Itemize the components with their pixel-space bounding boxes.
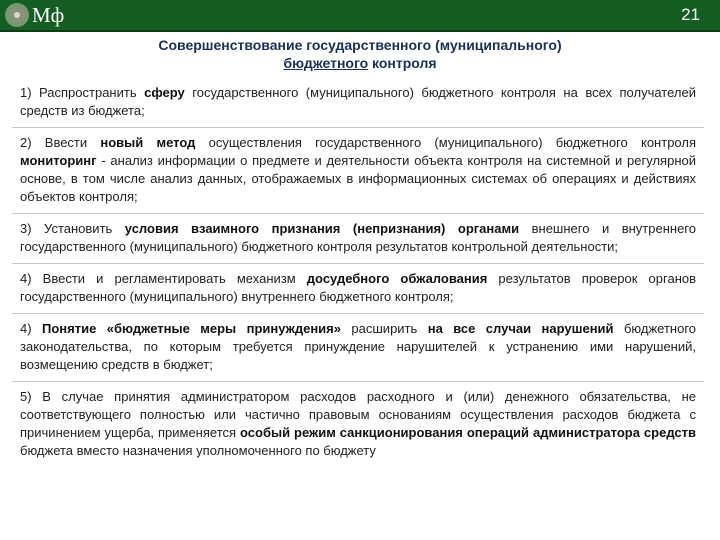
- list-item: [12, 263, 704, 313]
- proposal-list: [12, 80, 704, 467]
- item-text: - анализ информации о предмете и деятельности объекта контроля на системной и регулярной основе, в том числе анализ данных, отображаемых в информационных системах об операциях и действиях объектов контроля;: [20, 153, 696, 204]
- title-line-1: Совершенствование государственного (муниципального): [158, 37, 562, 53]
- item-bold-text: новый метод: [100, 135, 196, 150]
- item-text: бюджетного законодательства, по которым требуется принуждение нарушителей к устранению ими нарушений, возмещению средств в бюджет;: [20, 321, 697, 372]
- item-bold-text: на все случаи нарушений: [427, 321, 614, 336]
- item-bold-text: особый режим санкционирования операций администратора средств: [240, 425, 696, 440]
- item-bold-text: условия взаимного признания (непризнания) органами: [124, 221, 520, 236]
- item-bold-text: сферу: [144, 85, 185, 100]
- list-item: [12, 381, 704, 467]
- item-text: осуществления государственного (муниципального) бюджетного контроля: [195, 135, 696, 150]
- page-number: 21: [681, 5, 700, 24]
- list-item: [12, 213, 704, 263]
- item-text: внешнего и внутреннего государственного (муниципального) бюджетного контроля результатов контрольной деятельности;: [20, 221, 696, 254]
- item-text: государственного (муниципального) бюджетного контроля на всех получателей средств из бюджета;: [20, 85, 696, 118]
- item-bold-text: мониторинг: [20, 153, 97, 168]
- item-text: 4) Ввести и регламентировать механизм: [20, 271, 307, 286]
- list-item: [12, 313, 704, 381]
- title-rest: контроля: [368, 55, 437, 71]
- item-text: расширить: [340, 321, 428, 336]
- item-bold-text: досудебного обжалования: [306, 271, 488, 286]
- item-bold-text: Понятие «бюджетные меры принуждения»: [42, 321, 341, 336]
- list-item: [12, 80, 704, 127]
- page-title: [60, 36, 660, 72]
- coat-of-arms-icon: [4, 2, 30, 28]
- item-text: 5) В случае принятия администратором расходов расходного и (или) денежного обязательства, не соответствующего полностью или частично правовым основаниям осуществления расходов бюджета с причинением ущерба, применяется: [20, 389, 696, 440]
- item-text: 3) Установить: [20, 221, 125, 236]
- item-text: результатов проверок органов государственного (муниципального) внутреннего бюджетного контроля;: [20, 271, 697, 304]
- ministry-logo-text: Мф: [32, 3, 65, 27]
- item-text: бюджета вместо назначения уполномоченного по бюджету: [20, 443, 376, 458]
- title-underlined-word: бюджетного: [283, 55, 369, 71]
- item-text: 1) Распространить: [20, 85, 145, 100]
- item-text: 2) Ввести: [20, 135, 101, 150]
- title-line-2: [60, 54, 660, 72]
- header-bar: [0, 0, 720, 32]
- list-item: [12, 127, 704, 213]
- item-text: 4): [20, 321, 42, 336]
